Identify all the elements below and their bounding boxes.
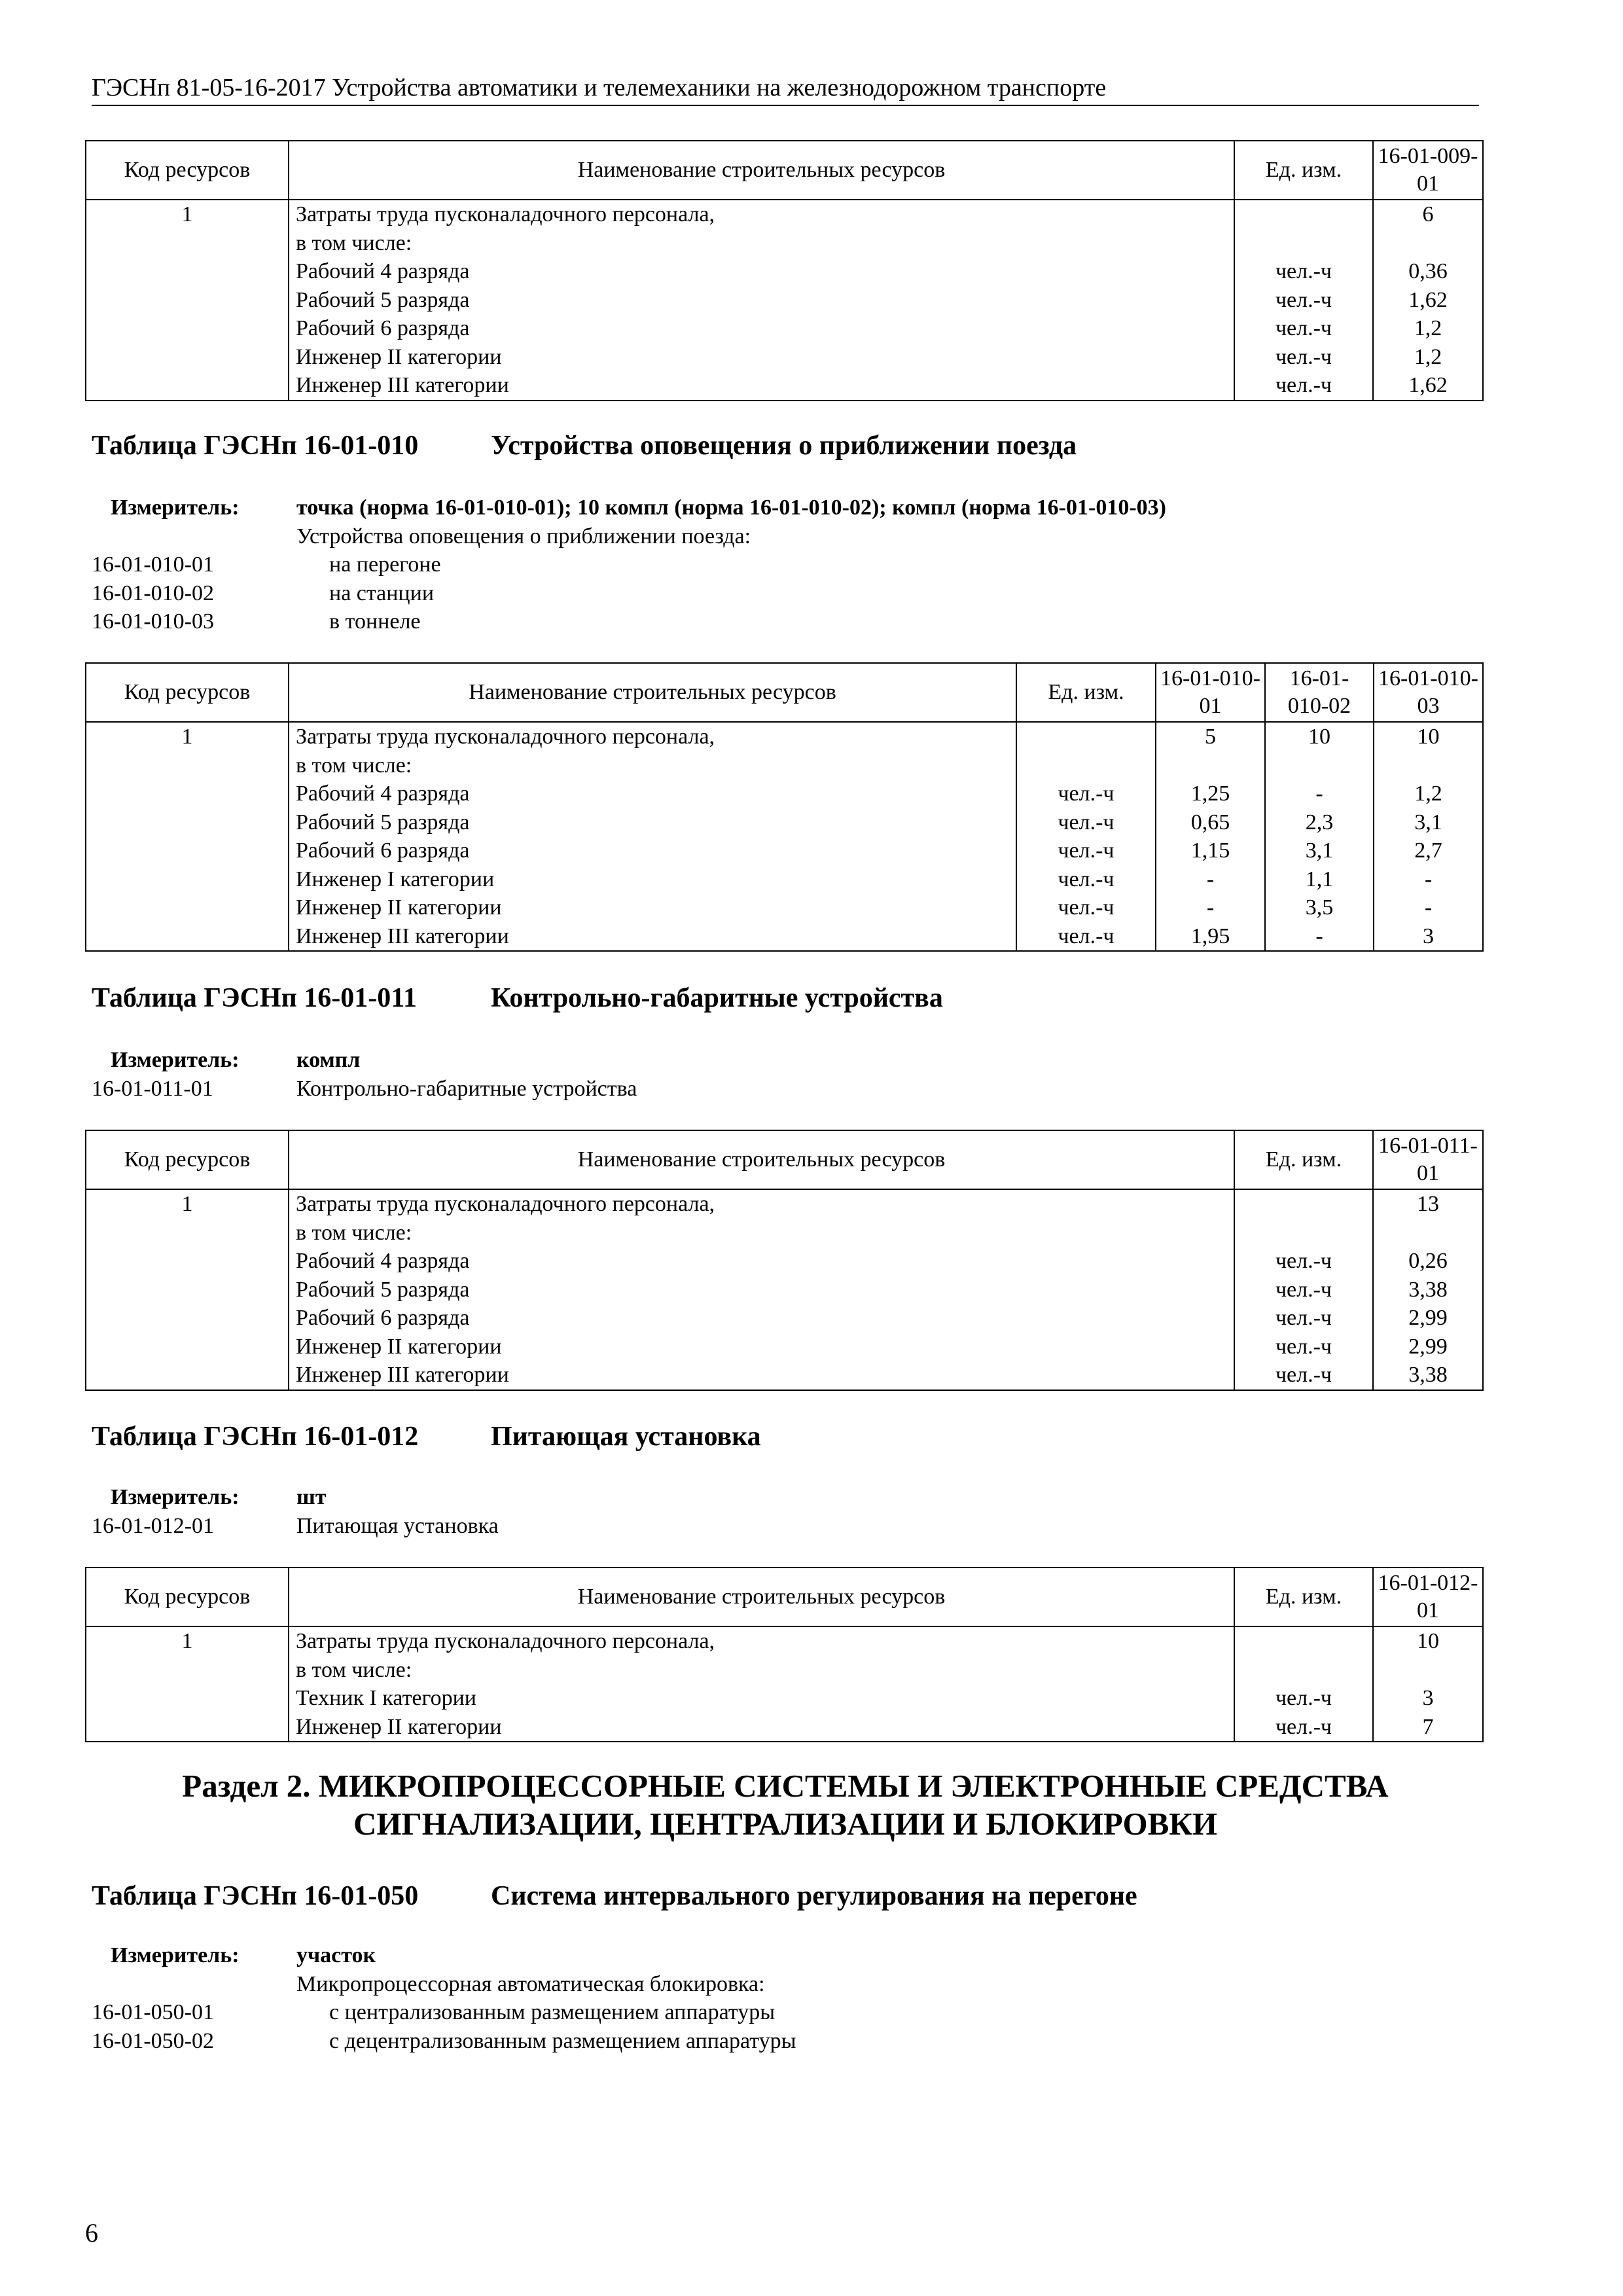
norm-value: 10 [1308,725,1330,749]
resource-unit: чел.-ч [1275,259,1332,283]
resource-name: Инженер II категории [296,344,502,369]
norm-value: 2,99 [1408,1334,1448,1359]
norm-value: 10 [1417,1629,1439,1653]
norm-value: 1,2 [1414,316,1442,340]
resource-table-011 [85,1130,1484,1391]
resource-name: Затраты труда пусконаладочного персонала, [296,1629,715,1653]
norm-values [1265,722,1374,951]
col-header-unit: Ед. изм. [1234,1568,1373,1626]
norm-value: 2,7 [1414,838,1442,863]
resource-unit [1024,751,1149,780]
resource-units [1234,1189,1373,1390]
col-header-name: Наименование строительных ресурсов [289,1130,1234,1189]
resource-unit: чел.-ч [1275,1249,1332,1273]
resource-name: Затраты труда пусконаладочного персонала, [296,202,715,226]
resource-code: 1 [86,1189,289,1390]
norm-code: 16-01-010-01 [92,552,214,577]
resource-name: в том числе: [296,1657,412,1682]
resource-units [1234,200,1373,401]
measure-label: Измеритель: [111,495,240,520]
resource-name: Рабочий 4 разряда [296,259,470,283]
norm-value: 3,38 [1408,1277,1448,1302]
section-heading-line: Раздел 2. МИКРОПРОЦЕССОРНЫЕ СИСТЕМЫ И ЭЛЕКТРОННЫЕ СРЕДСТВА [182,1768,1389,1804]
resource-name: Затраты труда пусконаладочного персонала, [296,1192,715,1216]
resource-name: в том числе: [296,1220,412,1245]
norm-description: Контрольно-габаритные устройства [296,1076,637,1101]
norm-values [1156,722,1265,951]
measure-unit: компл [296,1048,361,1072]
table-title: Питающая установка [491,1422,761,1452]
col-header-name: Наименование строительных ресурсов [289,1568,1234,1626]
norm-value: 1,2 [1414,344,1442,369]
norm-description: на перегоне [329,552,441,577]
norm-value [1381,751,1476,780]
col-header-name: Наименование строительных ресурсов [289,141,1234,200]
table-caption-012 [92,1420,761,1453]
col-header-unit: Ед. изм. [1234,141,1373,200]
resource-units [1234,1626,1373,1742]
norm-description: Питающая установка [296,1513,499,1538]
col-header-name: Наименование строительных ресурсов [289,663,1016,722]
norm-value: - [1206,867,1215,891]
norm-value: 1,1 [1305,867,1334,891]
col-header-unit: Ед. изм. [1016,663,1156,722]
norm-value: 1,15 [1190,838,1230,863]
page-number: 6 [85,2218,98,2248]
norm-value: - [1206,895,1215,920]
table-number: Таблица ГЭСНп 16-01-012 [92,1422,419,1452]
measure-block-011 [92,1046,637,1103]
resource-name: Рабочий 4 разряда [296,781,470,806]
col-header-code: Код ресурсов [86,141,289,200]
norm-value: 1,2 [1414,781,1442,806]
table-title: Устройства оповещения о приближении поезда [491,431,1077,461]
resource-code: 1 [86,1626,289,1742]
resource-name: Рабочий 5 разряда [296,1277,470,1302]
resource-name: Рабочий 6 разряда [296,1306,470,1330]
resource-name: Инженер II категории [296,1334,502,1359]
norm-code: 16-01-010-03 [92,609,214,634]
group-title: Микропроцессорная автоматическая блокировка: [296,1971,765,1996]
measure-unit: участок [296,1943,376,1967]
norm-value: 7 [1422,1714,1434,1739]
col-header-norm: 16-01-012-01 [1373,1568,1483,1626]
norm-value: 1,62 [1408,373,1448,397]
resource-name: Инженер II категории [296,895,502,920]
norm-value: 3 [1423,924,1434,948]
norm-value: 3,1 [1305,838,1334,863]
resource-name: Рабочий 4 разряда [296,1249,470,1273]
col-header-norm: 16-01-010-01 [1156,663,1265,722]
norm-description: с централизованным размещением аппаратуры [329,2000,776,2024]
resource-unit: чел.-ч [1275,1363,1332,1387]
resource-table-009 [85,140,1484,401]
resource-unit: чел.-ч [1275,1334,1332,1359]
col-header-norm: 16-01-009-01 [1373,141,1483,200]
norm-values [1373,1626,1483,1742]
resource-unit [1241,1656,1366,1685]
norm-value [1163,751,1258,780]
norm-value: 6 [1422,202,1434,226]
resource-name: Инженер III категории [296,373,509,397]
resource-unit [1241,229,1366,258]
col-header-code: Код ресурсов [86,663,289,722]
norm-values [1374,722,1483,951]
resource-unit: чел.-ч [1275,1277,1332,1302]
resource-table-012 [85,1567,1484,1742]
section-heading-line: СИГНАЛИЗАЦИИ, ЦЕНТРАЛИЗАЦИИ И БЛОКИРОВКИ [353,1806,1217,1842]
norm-value: 3,5 [1305,895,1334,920]
resource-unit: чел.-ч [1058,810,1115,834]
norm-code: 16-01-010-02 [92,581,214,605]
resource-unit: чел.-ч [1058,867,1115,891]
resource-unit [1024,723,1149,751]
norm-code: 16-01-050-01 [92,2000,214,2024]
group-title: Устройства оповещения о приближении поезда: [296,524,751,548]
resource-name: Рабочий 5 разряда [296,810,470,834]
resource-name: Инженер II категории [296,1714,502,1739]
norm-value [1380,1656,1476,1685]
norm-values [1373,1189,1483,1390]
measure-unit: шт [296,1485,327,1509]
resource-unit: чел.-ч [1058,838,1115,863]
measure-label: Измеритель: [111,1485,240,1509]
table-title: Система интервального регулирования на перегоне [491,1881,1137,1911]
resource-name: Рабочий 6 разряда [296,316,470,340]
col-header-unit: Ед. изм. [1234,1130,1373,1189]
resource-name: в том числе: [296,753,412,778]
resource-code: 1 [86,722,289,951]
norm-code: 16-01-012-01 [92,1513,214,1538]
measure-block-012 [92,1483,499,1540]
resource-unit: чел.-ч [1058,924,1115,948]
norm-value: 3 [1422,1686,1434,1710]
norm-value: 1,95 [1190,924,1230,948]
resource-unit: чел.-ч [1275,373,1332,397]
col-header-code: Код ресурсов [86,1130,289,1189]
col-header-code: Код ресурсов [86,1568,289,1626]
table-caption-010 [92,429,1077,462]
resource-unit: чел.-ч [1275,316,1332,340]
resource-unit [1241,200,1366,229]
norm-value: 0,65 [1190,810,1230,834]
resource-unit: чел.-ч [1275,344,1332,369]
norm-value: - [1315,924,1323,948]
resource-unit: чел.-ч [1275,1714,1332,1739]
norm-value: 0,26 [1408,1249,1448,1273]
resource-name: Рабочий 5 разряда [296,287,470,312]
norm-code: 16-01-050-02 [92,2028,214,2053]
section-heading [92,1767,1479,1843]
norm-value [1272,751,1366,780]
measure-block-050 [92,1941,796,2055]
resource-unit: чел.-ч [1275,1686,1332,1710]
norm-value [1380,1219,1476,1247]
resource-unit [1241,1190,1366,1219]
norm-values [1373,200,1483,401]
resource-unit: чел.-ч [1275,1306,1332,1330]
resource-units [1016,722,1156,951]
resource-table-010 [85,662,1484,952]
resource-names [289,722,1016,951]
table-number: Таблица ГЭСНп 16-01-011 [92,983,417,1013]
resource-name: Затраты труда пусконаладочного персонала, [296,725,715,749]
norm-value: - [1315,781,1323,806]
resource-names [289,1626,1234,1742]
resource-name: в том числе: [296,230,412,255]
norm-description: в тоннеле [329,609,421,634]
norm-value: 5 [1205,725,1216,749]
col-header-norm: 16-01-010-02 [1265,663,1374,722]
resource-unit: чел.-ч [1058,781,1115,806]
resource-name: Инженер I категории [296,867,495,891]
measure-block-010 [92,493,1166,636]
resource-name: Рабочий 6 разряда [296,838,470,863]
norm-value: 3,38 [1408,1363,1448,1387]
norm-value: 0,36 [1408,259,1448,283]
norm-description: с децентрализованным размещением аппаратуры [329,2028,796,2053]
resource-name: Техник I категории [296,1686,477,1710]
col-header-norm: 16-01-010-03 [1374,663,1483,722]
col-header-norm: 16-01-011-01 [1373,1130,1483,1189]
norm-value: 10 [1417,725,1440,749]
resource-unit [1241,1627,1366,1656]
resource-code: 1 [86,200,289,401]
resource-names [289,200,1234,401]
measure-unit: точка (норма 16-01-010-01); 10 компл (норма 16-01-010-02); компл (норма 16-01-010-03) [296,495,1166,520]
table-number: Таблица ГЭСНп 16-01-050 [92,1881,419,1911]
resource-unit [1241,1219,1366,1247]
resource-unit: чел.-ч [1058,895,1115,920]
norm-value [1380,229,1476,258]
norm-description: на станции [329,581,435,605]
table-caption-011 [92,982,943,1014]
resource-names [289,1189,1234,1390]
norm-value: - [1424,895,1433,920]
table-number: Таблица ГЭСНп 16-01-010 [92,431,419,461]
table-caption-050 [92,1880,1137,1912]
measure-label: Измеритель: [111,1048,240,1072]
table-title: Контрольно-габаритные устройства [491,983,943,1013]
norm-code: 16-01-011-01 [92,1076,213,1101]
norm-value: - [1424,867,1433,891]
norm-value: 1,25 [1190,781,1230,806]
running-header: ГЭСНп 81-05-16-2017 Устройства автоматики и телемеханики на железнодорожном транспорте [92,73,1479,106]
norm-value: 3,1 [1414,810,1442,834]
resource-name: Инженер III категории [296,1363,509,1387]
norm-value: 13 [1417,1192,1439,1216]
norm-value: 1,62 [1408,287,1448,312]
resource-unit: чел.-ч [1275,287,1332,312]
norm-value: 2,3 [1305,810,1334,834]
resource-name: Инженер III категории [296,924,509,948]
norm-value: 2,99 [1408,1306,1448,1330]
measure-label: Измеритель: [111,1943,240,1967]
